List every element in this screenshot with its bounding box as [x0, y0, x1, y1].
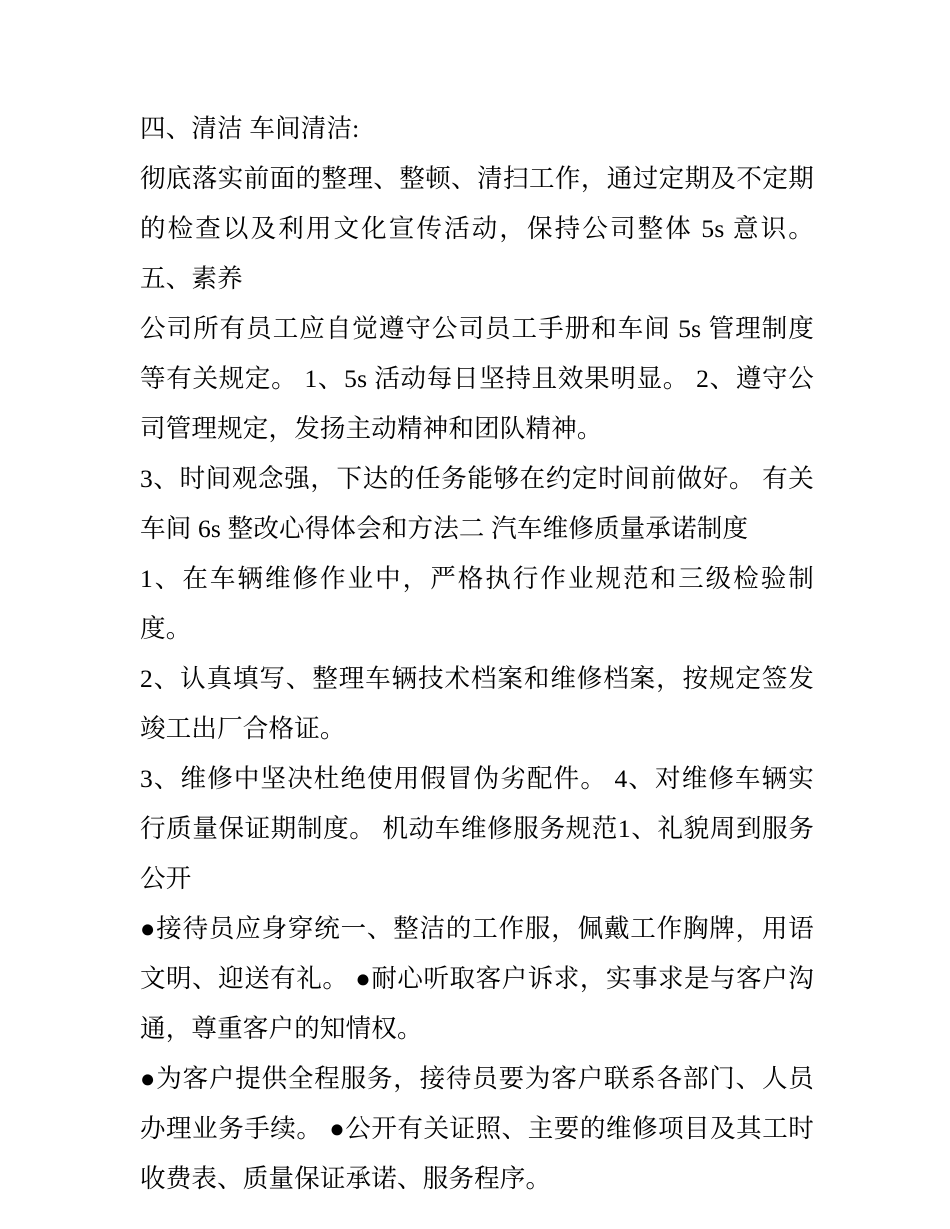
- document-body: [140, 104, 814, 1204]
- paragraph-2: 彻底落实前面的整理、整顿、清扫工作，通过定期及不定期的检查以及利用文化宣传活动，保持公司整体 5s 意识。 五、素养: [140, 164, 814, 293]
- paragraph-4: 3、时间观念强，下达的任务能够在约定时间前做好。 有关车间 6s 整改心得体会和方法二 汽车维修质量承诺制度: [140, 464, 814, 543]
- paragraph-8: ●接待员应身穿统一、整洁的工作服，佩戴工作胸牌，用语文明、迎送有礼。 ●耐心听取客户诉求，实事求是与客户沟通，尊重客户的知情权。: [140, 914, 814, 1043]
- paragraph-6: 2、认真填写、整理车辆技术档案和维修档案，按规定签发竣工出厂合格证。: [140, 664, 814, 743]
- paragraph-9: ●为客户提供全程服务，接待员要为客户联系各部门、人员办理业务手续。 ●公开有关证照、主要的维修项目及其工时收费表、质量保证承诺、服务程序。: [140, 1064, 814, 1193]
- paragraph-3: 公司所有员工应自觉遵守公司员工手册和车间 5s 管理制度等有关规定。 1、5s 活动每日坚持且效果明显。 2、遵守公司管理规定，发扬主动精神和团队精神。: [140, 314, 814, 443]
- paragraph-5: 1、在车辆维修作业中，严格执行作业规范和三级检验制度。: [140, 564, 814, 643]
- paragraph-1: 四、清洁 车间清洁:: [140, 114, 360, 143]
- paragraph-7: 3、维修中坚决杜绝使用假冒伪劣配件。 4、对维修车辆实行质量保证期制度。 机动车维修服务规范1、礼貌周到服务公开: [140, 764, 814, 893]
